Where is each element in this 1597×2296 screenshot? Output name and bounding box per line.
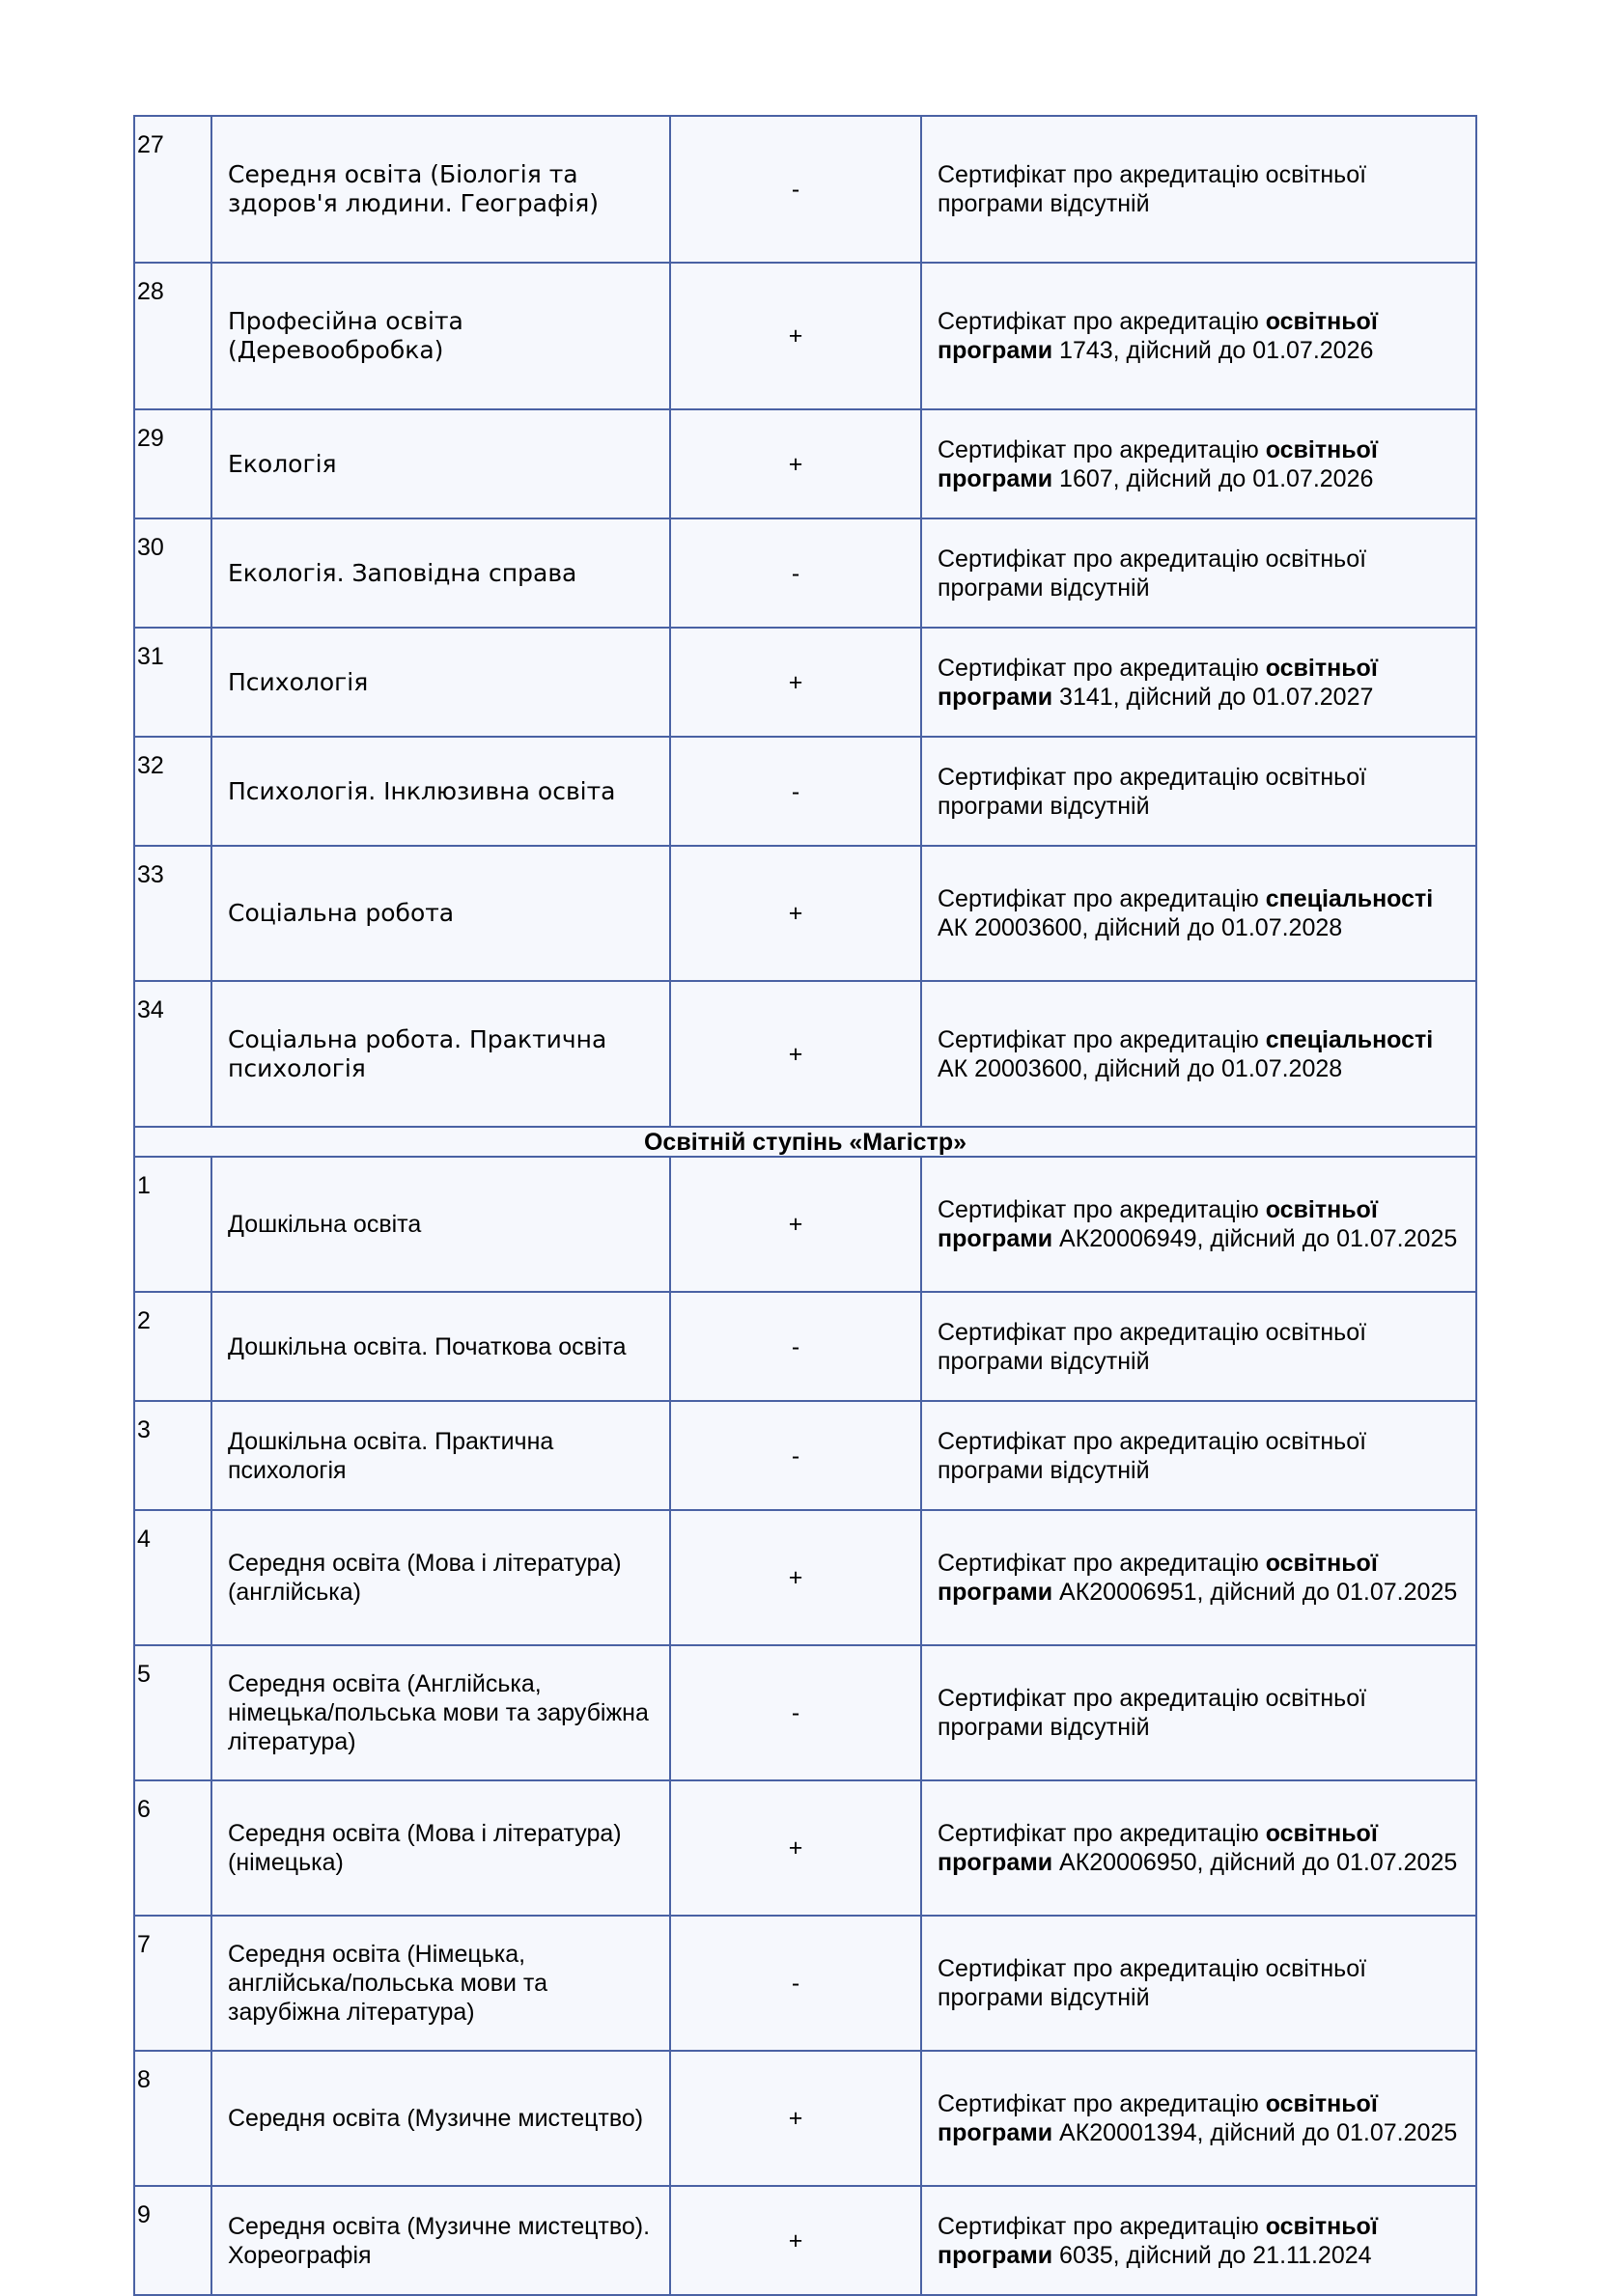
- table-row: [134, 1916, 1476, 2051]
- accreditation-sign: -: [670, 1292, 921, 1401]
- accreditation-sign: +: [670, 981, 921, 1127]
- row-number: 8: [134, 2051, 211, 2186]
- table-row: [134, 518, 1476, 628]
- certificate-info: Сертифікат про акредитацію освітньої програми відсутній: [921, 1292, 1476, 1401]
- table-row: [134, 846, 1476, 981]
- accreditation-sign: +: [670, 846, 921, 981]
- table-row: [134, 1645, 1476, 1780]
- program-name: Середня освіта (Біологія та здоров'я людини. Географія): [211, 116, 670, 263]
- row-number: 5: [134, 1645, 211, 1780]
- row-number: 1: [134, 1157, 211, 1292]
- accreditation-sign: +: [670, 1780, 921, 1916]
- row-number: 7: [134, 1916, 211, 2051]
- program-name: Професійна освіта (Деревообробка): [211, 263, 670, 409]
- program-name: Середня освіта (Англійська, німецька/польська мови та зарубіжна література): [211, 1645, 670, 1780]
- accreditation-sign: -: [670, 1645, 921, 1780]
- program-name: Екологія. Заповідна справа: [211, 518, 670, 628]
- row-number: 33: [134, 846, 211, 981]
- table-row: [134, 1780, 1476, 1916]
- certificate-info: Сертифікат про акредитацію освітньої програми 1743, дійсний до 01.07.2026: [921, 263, 1476, 409]
- accreditation-sign: +: [670, 1510, 921, 1645]
- section-header-row: [134, 1127, 1476, 1157]
- accreditation-sign: +: [670, 628, 921, 737]
- table-row: [134, 628, 1476, 737]
- accreditation-sign: -: [670, 518, 921, 628]
- certificate-info: Сертифікат про акредитацію освітньої програми АК20006950, дійсний до 01.07.2025: [921, 1780, 1476, 1916]
- program-name: Дошкільна освіта: [211, 1157, 670, 1292]
- certificate-info: Сертифікат про акредитацію освітньої програми відсутній: [921, 518, 1476, 628]
- row-number: 29: [134, 409, 211, 518]
- row-number: 6: [134, 1780, 211, 1916]
- accreditation-sign: +: [670, 2051, 921, 2186]
- table-row: [134, 2186, 1476, 2295]
- certificate-info: Сертифікат про акредитацію освітньої програми відсутній: [921, 1401, 1476, 1510]
- certificate-info: Сертифікат про акредитацію спеціальності АК 20003600, дійсний до 01.07.2028: [921, 981, 1476, 1127]
- row-number: 27: [134, 116, 211, 263]
- table-row: [134, 1157, 1476, 1292]
- certificate-info: Сертифікат про акредитацію освітньої програми відсутній: [921, 1645, 1476, 1780]
- program-name: Екологія: [211, 409, 670, 518]
- program-name: Соціальна робота. Практична психологія: [211, 981, 670, 1127]
- program-name: Середня освіта (Німецька, англійська/польська мови та зарубіжна література): [211, 1916, 670, 2051]
- table-row: [134, 1401, 1476, 1510]
- certificate-info: Сертифікат про акредитацію освітньої програми відсутній: [921, 737, 1476, 846]
- accreditation-sign: -: [670, 737, 921, 846]
- program-name: Дошкільна освіта. Практична психологія: [211, 1401, 670, 1510]
- table-row: [134, 981, 1476, 1127]
- accreditation-table: [133, 115, 1477, 2296]
- row-number: 28: [134, 263, 211, 409]
- table-row: [134, 1292, 1476, 1401]
- row-number: 34: [134, 981, 211, 1127]
- program-name: Психологія: [211, 628, 670, 737]
- program-name: Середня освіта (Музичне мистецтво): [211, 2051, 670, 2186]
- certificate-info: Сертифікат про акредитацію освітньої програми відсутній: [921, 1916, 1476, 2051]
- accreditation-sign: -: [670, 1401, 921, 1510]
- row-number: 4: [134, 1510, 211, 1645]
- certificate-info: Сертифікат про акредитацію освітньої програми АК20001394, дійсний до 01.07.2025: [921, 2051, 1476, 2186]
- table-row: [134, 737, 1476, 846]
- program-name: Середня освіта (Музичне мистецтво). Хореографія: [211, 2186, 670, 2295]
- row-number: 30: [134, 518, 211, 628]
- section-title: Освітній ступінь «Магістр»: [134, 1127, 1476, 1157]
- accreditation-sign: +: [670, 263, 921, 409]
- table-row: [134, 2051, 1476, 2186]
- certificate-info: Сертифікат про акредитацію освітньої програми відсутній: [921, 116, 1476, 263]
- certificate-info: Сертифікат про акредитацію освітньої програми 3141, дійсний до 01.07.2027: [921, 628, 1476, 737]
- accreditation-sign: +: [670, 409, 921, 518]
- certificate-info: Сертифікат про акредитацію освітньої програми АК20006949, дійсний до 01.07.2025: [921, 1157, 1476, 1292]
- certificate-info: Сертифікат про акредитацію освітньої програми 1607, дійсний до 01.07.2026: [921, 409, 1476, 518]
- row-number: 2: [134, 1292, 211, 1401]
- table-row: [134, 116, 1476, 263]
- accreditation-sign: -: [670, 1916, 921, 2051]
- accreditation-sign: -: [670, 116, 921, 263]
- row-number: 9: [134, 2186, 211, 2295]
- program-name: Дошкільна освіта. Початкова освіта: [211, 1292, 670, 1401]
- certificate-info: Сертифікат про акредитацію освітньої програми 6035, дійсний до 21.11.2024: [921, 2186, 1476, 2295]
- table-row: [134, 1510, 1476, 1645]
- row-number: 3: [134, 1401, 211, 1510]
- certificate-info: Сертифікат про акредитацію спеціальності АК 20003600, дійсний до 01.07.2028: [921, 846, 1476, 981]
- table-row: [134, 263, 1476, 409]
- program-name: Середня освіта (Мова і література) (німецька): [211, 1780, 670, 1916]
- program-name: Психологія. Інклюзивна освіта: [211, 737, 670, 846]
- program-name: Соціальна робота: [211, 846, 670, 981]
- row-number: 32: [134, 737, 211, 846]
- accreditation-sign: +: [670, 2186, 921, 2295]
- program-name: Середня освіта (Мова і література) (англійська): [211, 1510, 670, 1645]
- table-row: [134, 409, 1476, 518]
- certificate-info: Сертифікат про акредитацію освітньої програми АК20006951, дійсний до 01.07.2025: [921, 1510, 1476, 1645]
- row-number: 31: [134, 628, 211, 737]
- accreditation-sign: +: [670, 1157, 921, 1292]
